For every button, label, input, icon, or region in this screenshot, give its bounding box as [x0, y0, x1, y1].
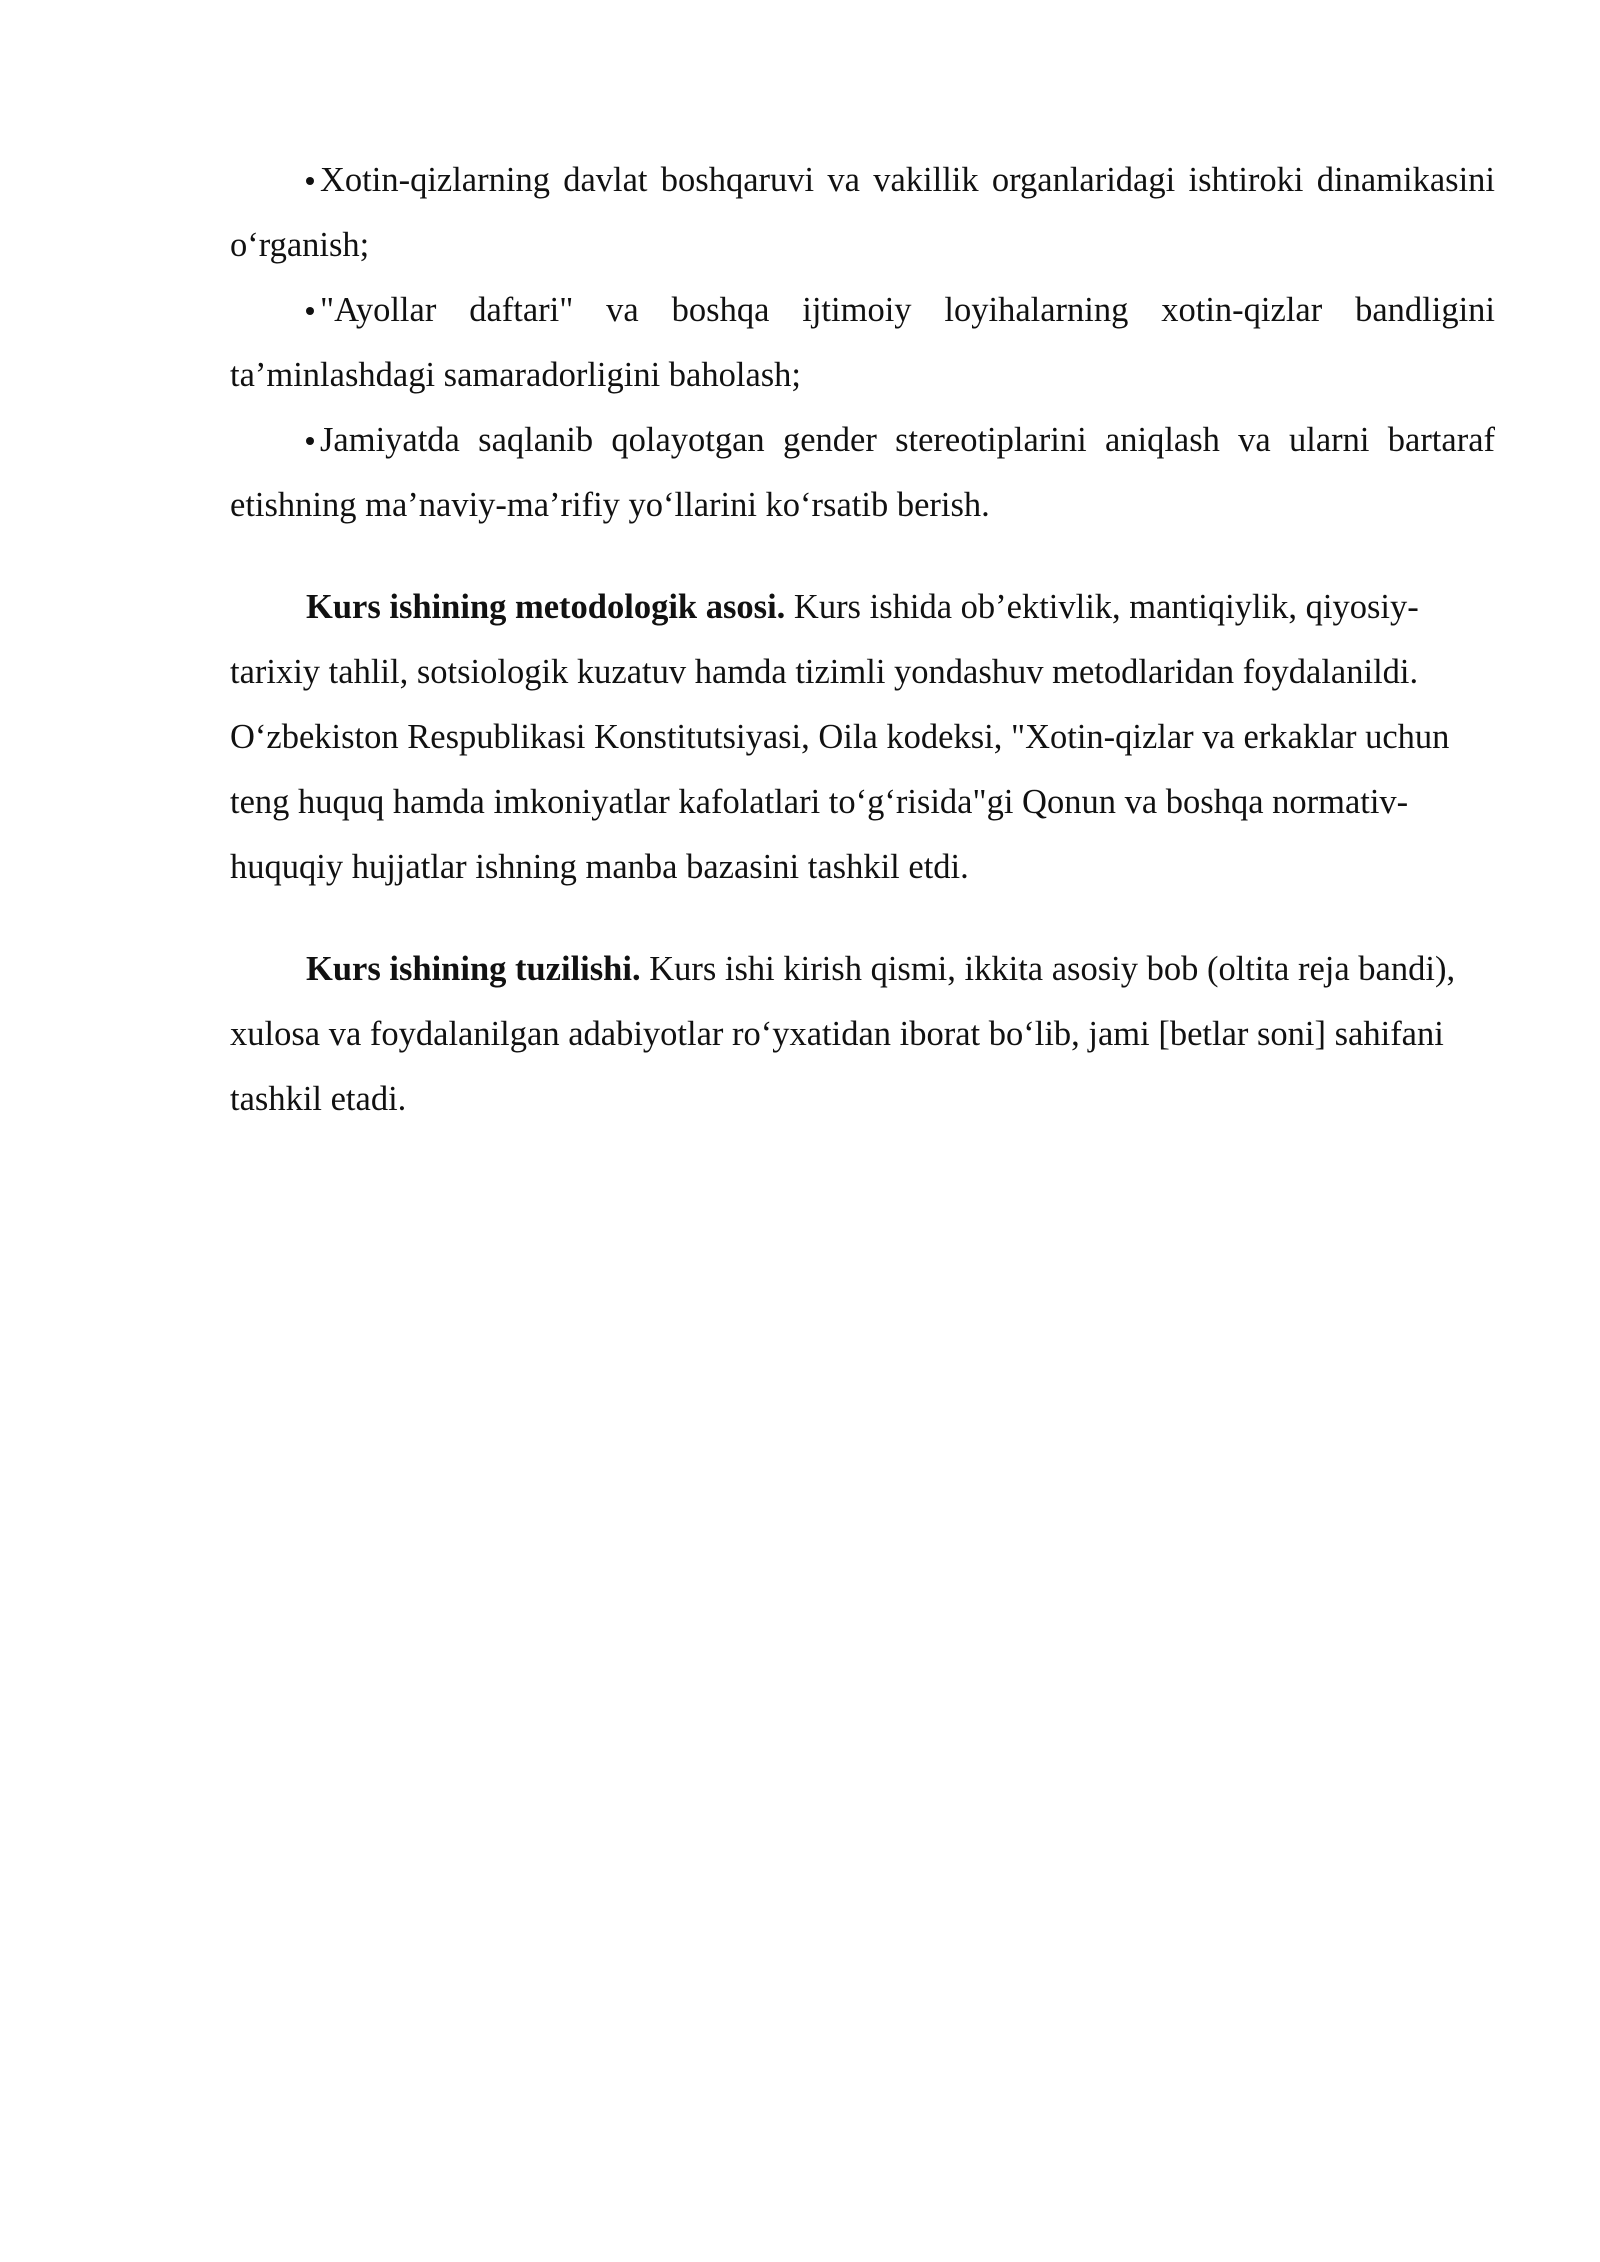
- structure-body: Kurs ishi kirish qismi, ikkita asosiy bob (oltita reja bandi), xulosa va foydalanilgan adabiyotlar ro‘yxatidan iborat bo‘lib, jami [betlar soni] sahifani tashkil etadi.: [230, 950, 1456, 1118]
- list-item: [230, 408, 1495, 538]
- list-item-text: Xotin-qizlarning davlat boshqaruvi va vakillik organlaridagi ishtiroki dinamikasini o‘rganish;: [230, 161, 1495, 264]
- objectives-list: [230, 148, 1495, 538]
- list-item-text: Jamiyatda saqlanib qolayotgan gender stereotiplarini aniqlash va ularni bartaraf etishning ma’naviy-ma’rifiy yo‘llarini ko‘rsatib berish.: [230, 421, 1495, 524]
- methodology-body: Kurs ishida ob’ektivlik, mantiqiylik, qiyosiy-tarixiy tahlil, sotsiologik kuzatuv hamda tizimli yondashuv metodlaridan foydalanildi. O‘zbekiston Respublikasi Konstitutsiyasi, Oila kodeksi, "Xotin-qizlar va erkaklar uchun teng huquq hamda imkoniyatlar kafolatlari to‘g‘risida"gi Qonun va boshqa normativ-huquqiy hujjatlar ishning manba bazasini tashkil etdi.: [230, 588, 1450, 886]
- structure-heading: Kurs ishining tuzilishi.: [306, 950, 641, 988]
- methodology-paragraph: [230, 575, 1495, 900]
- list-item: [230, 278, 1495, 408]
- page-content: [230, 148, 1495, 1132]
- bullet-icon: [306, 307, 314, 315]
- bullet-icon: [306, 177, 314, 185]
- bullet-icon: [306, 437, 314, 445]
- list-item-text: "Ayollar daftari" va boshqa ijtimoiy loyihalarning xotin-qizlar bandligini ta’minlashdagi samaradorligini baholash;: [230, 291, 1495, 394]
- methodology-heading: Kurs ishining metodologik asosi.: [306, 588, 786, 626]
- list-item: [230, 148, 1495, 278]
- structure-paragraph: [230, 937, 1495, 1132]
